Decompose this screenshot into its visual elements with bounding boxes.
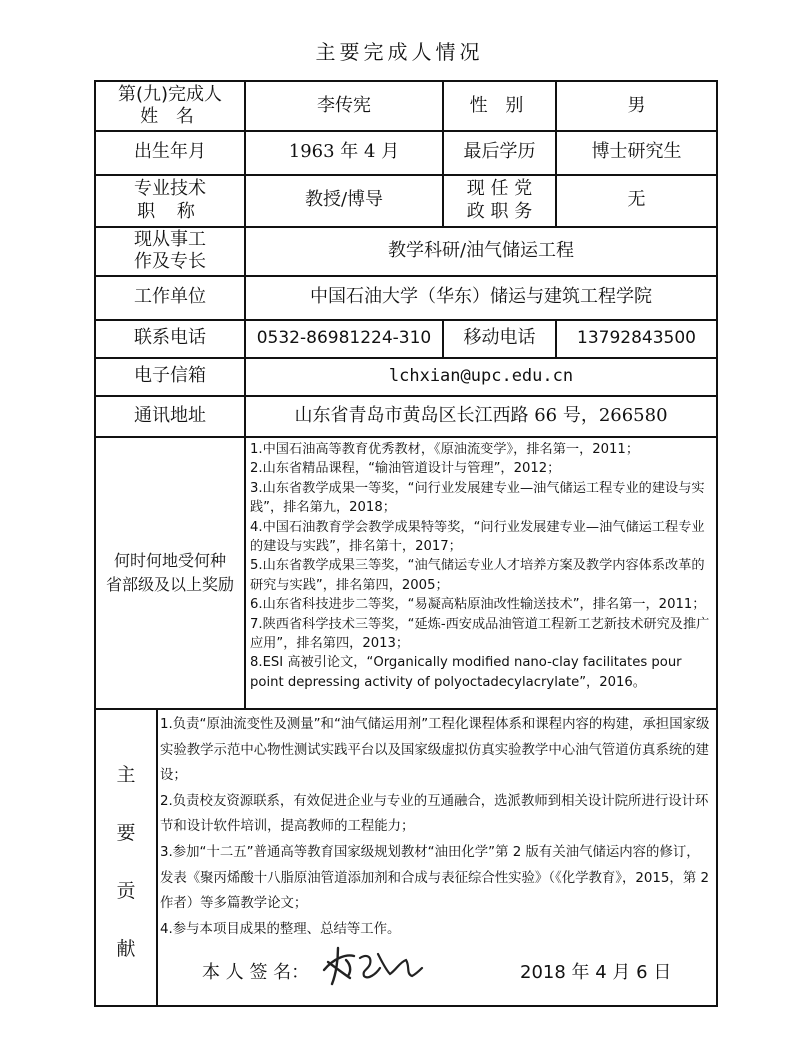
page-title: 主要完成人情况 (315, 40, 484, 64)
award-item: 7.陕西省科学技术三等奖，“延炼-西安成品油管道工程新工艺新技术研究及推广应用”，排名第四，2013； (250, 616, 710, 652)
award-item: 4.中国石油教育学会教学成果特等奖，“问行业发展建专业—油气储运工程专业的建设与实践”，排名第十，2017； (250, 519, 705, 555)
signature-date: 2018 年 4 月 6 日 (520, 962, 672, 983)
work-specialty-label (96, 227, 244, 275)
work-unit-label: 工作单位 (134, 286, 206, 308)
row-divider (94, 708, 718, 710)
professional-title-value: 教授/博导 (304, 189, 384, 211)
birth-value: 1963 年 4 月 (288, 141, 400, 163)
award-item: 1.中国石油高等教育优秀教材，《原油流变学》，排名第一，2011； (250, 442, 640, 457)
gender-value: 男 (627, 94, 646, 116)
contributions-label-char: 要 (116, 822, 136, 844)
contributions-label-char: 献 (116, 938, 136, 960)
work-specialty-line2: 作及专长 (134, 251, 206, 272)
party-position-value: 无 (627, 189, 646, 211)
contributions-list (160, 712, 712, 942)
contribution-item: 4.参与本项目成果的整理、总结等工作。 (160, 921, 401, 937)
contribution-item: 1.负责“原油流变性及测量”和“油气储运用剂”工程化课程体系和课程内容的构建，承担国家级实验教学示范中心物性测试实践平台以及国家级虚拟仿真实验教学中心油气管道仿真系统的建设； (160, 717, 710, 784)
column-divider (156, 708, 158, 1007)
email-value: lchxian@upc.edu.cn (388, 365, 574, 386)
work-specialty-line1: 现从事工 (134, 228, 206, 250)
professional-title-label (96, 175, 244, 226)
name-label-line1: 第(九)完成人 (117, 83, 223, 105)
address-label: 通讯地址 (134, 404, 206, 426)
work-specialty-value: 教学科研/油气储运工程 (387, 239, 575, 261)
education-value: 博士研究生 (591, 141, 682, 163)
name-label-line2: 姓 名 (140, 106, 200, 127)
contributions-label-char: 贡 (116, 880, 136, 902)
award-item: 2.山东省精品课程，“输油管道设计与管理”，2012； (250, 461, 561, 477)
professional-title-line1: 专业技术 (134, 178, 206, 199)
work-unit-value: 中国石油大学（华东）储运与建筑工程学院 (310, 286, 652, 308)
education-label: 最后学历 (463, 141, 536, 163)
professional-title-line2: 职 称 (137, 200, 203, 222)
awards-label-line2: 省部级及以上奖励 (105, 574, 234, 594)
award-item: 5.山东省教学成果三等奖，“油气储运专业人才培养方案及教学内容体系改革的研究与实践”，排名第四，2005； (250, 558, 705, 593)
phone-label: 联系电话 (134, 327, 206, 349)
award-item: 3.山东省教学成果一等奖，“问行业发展建专业—油气储运工程专业的建设与实践”，排名第九，2018； (250, 480, 705, 516)
email-label: 电子信箱 (134, 365, 206, 387)
address-value: 山东省青岛市黄岛区长江西路 66 号，266580 (294, 404, 668, 426)
gender-label: 性 别 (469, 94, 530, 116)
party-position-label (444, 175, 555, 226)
contributions-label (96, 760, 156, 992)
contributions-label-char: 主 (116, 764, 136, 786)
party-position-line1: 现 任 党 (466, 178, 533, 199)
mobile-label: 移动电话 (463, 327, 536, 349)
party-position-line2: 政 职 务 (466, 200, 533, 222)
contribution-item: 3.参加“十二五”普通高等教育国家级规划教材“油田化学”第 2 版有关油气储运内容的修订，发表《聚丙烯酸十八脂原油管道添加剂和合成与表征综合性实验》（《化学教育》，2015，第 2 作者）等多篇教学论文； (160, 844, 709, 912)
contribution-item: 2.负责校友资源联系，有效促进企业与专业的互通融合，选派教师到相关设计院所进行设计环节和设计软件培训，提高教师的工程能力； (160, 793, 709, 835)
awards-label-line1: 何时何地受何种 (113, 550, 226, 570)
award-item: 6.山东省科技进步二等奖，“易凝高粘原油改性输送技术”，排名第一，2011； (250, 597, 706, 613)
awards-label (96, 437, 244, 708)
mobile-value: 13792843500 (577, 327, 696, 348)
handwritten-signature (316, 940, 426, 988)
awards-list (250, 440, 714, 692)
phone-value: 0532-86981224-310 (256, 327, 432, 348)
birth-label: 出生年月 (134, 141, 206, 163)
award-item: 8.ESI 高被引论文，“Organically modified nano-clay facilitates pour point depressing activity of polyoctadecylacrylate”，2016。 (250, 655, 682, 690)
name-value: 李传宪 (317, 94, 371, 116)
signature-label: 本 人 签 名： (202, 962, 310, 983)
name-label (96, 82, 244, 130)
